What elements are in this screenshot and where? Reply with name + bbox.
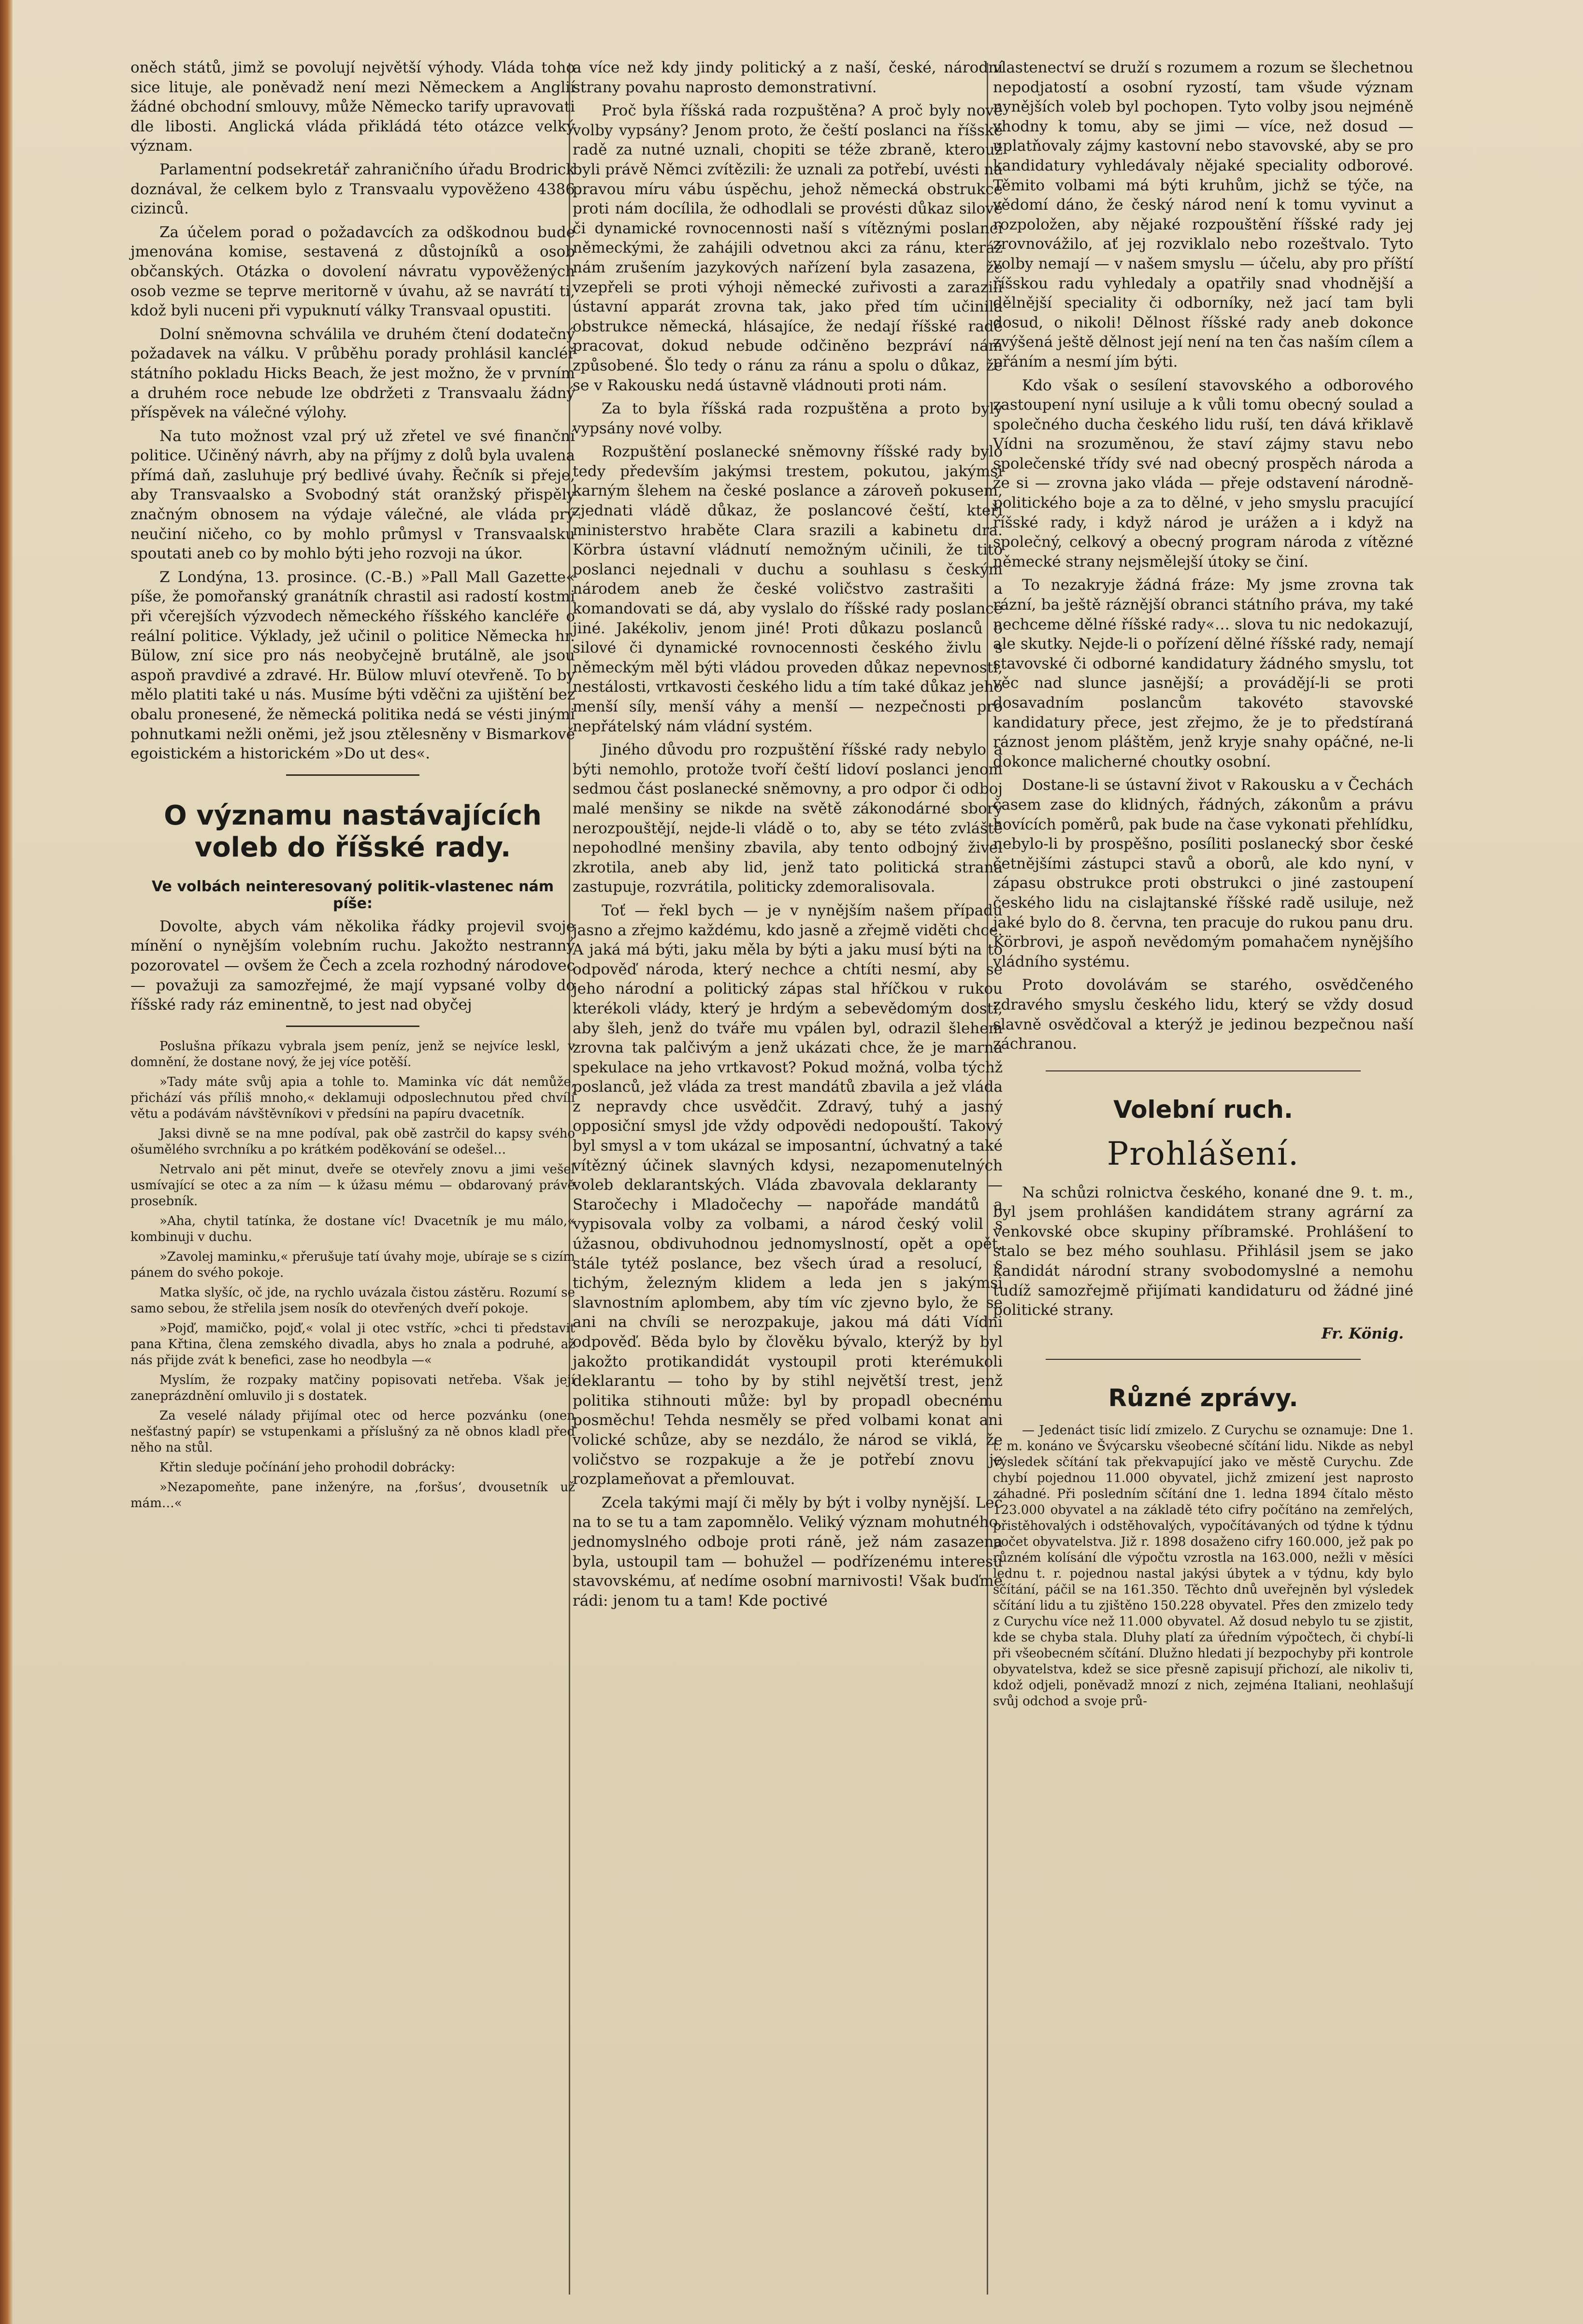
article-paragraph: oněch států, jimž se povolují největší výhody. Vláda toho sice lituje, ale poněvadž není mezi Německem a Anglií žádné obchodní smlouvy, může Německo tarify upravovati dle libosti. Anglická vláda přikládá této otázce velký význam. (130, 59, 575, 155)
story-paragraph: Netrvalo ani pět minut, dveře se otevřely znovu a jimi vešel usmívající se otec a za ním — k úžasu mému — obdarovaný právě prosebník. (130, 1162, 575, 1209)
article-paragraph: Kdo však o sesílení stavovského a odborového zastoupení nyní usiluje a k vůli tomu obecný soulad a společného ducha českého lidu ruší, ten dává křiklavě Vídni na srozuměnou, že staví zájmy stavu nebo společenské třídy své nad obecný prospěch národa a že si — zrovna jako vláda — přeje odstavení národně-politického boje a za to dělné, v jeho smyslu pracující říšské rady, i když národ je urážen a i když na společný, celkový a obecný program národa z vítězné německé strany nejsmělejší útoky se činí. (993, 376, 1413, 570)
proclamation-title: Prohlášení. (1107, 1135, 1300, 1172)
story-paragraph: Poslušna příkazu vybrala jsem peníz, jenž se nejvíce leskl, v domnění, že dostane nový, že jej více potěší. (130, 1039, 575, 1069)
story-paragraph: Za veselé nálady přijímal otec od herce pozvánku (onen nešťastný papír) se vstupenkami a příslušný za ně obnos kladl před něho na stůl. (130, 1408, 575, 1455)
section-heading-elections: Volební ruch. (1113, 1095, 1293, 1124)
article-paragraph: To nezakryje žádná fráze: My jsme zrovna tak rázní, ba ještě ráznější obranci státního práva, my také nechceme dělné říšské rady«… slova tu nic nedokazují, ale skutky. Nejde-li o pořízení dělné říšské rady, nemají stavovské či odborné kandidatury žádného smyslu, tot věc nad slunce jasnější; a provádějí-li se proti dosavadním poslancům takovéto stavovské kandidatury přece, jest zřejmo, že je to předstíraná ráznost jenom pláštěm, jenž kryje snahy opáčné, ne-li dokonce malicherné choutky osobní. (993, 576, 1413, 770)
story-paragraph: »Aha, chytil tatínka, že dostane víc! Dvacetník je mu málo,« kombinuji v duchu. (130, 1213, 575, 1244)
article-paragraph: Dolní sněmovna schválila ve druhém čtení dodatečný požadavek na válku. V průběhu porady prohlásil kancléř státního pokladu Hicks Beach, že jest možno, že v prvním a druhém roce nebude lze obdržeti z Transvaalu žádný příspěvek na válečné výlohy. (130, 325, 575, 422)
story-paragraph: »Zavolej maminku,« přerušuje tatí úvahy moje, ubíraje se s cizím pánem do svého pokoje. (130, 1249, 575, 1280)
separator (1046, 1359, 1361, 1360)
article-paragraph: Proč byla říšská rada rozpuštěna? A proč byly nové volby vypsány? Jenom proto, že čeští poslanci na říšské radě za nutné uznali, chopiti se téže zbraně, kterouž byli právě Němci zvítězili: že uznali za potřebí, uvésti na pravou míru vábu úspěchu, jehož německá obstrukce proti nám docílila, že odhodlali se provésti důkaz silové či dynamické rovnocennosti naší s vítěznými poslanci německými, že zahájili odvetnou akci za ránu, kteráž nám zrušením jazykových nařízení byla zasazena, že vzepřeli se proti výhoji německé zuřivosti a zarazili ústavní apparát zrovna tak, jako před tím učinila obstrukce německá, hlásajíce, že nedají říšské radě pracovat, dokud nebude odčiněno bezpráví nám způsobené. Šlo tedy o ránu za ránu a spolu o důkaz, že se v Rakousku nedá ústavně vládnouti proti nám. (573, 102, 1003, 394)
story-paragraph: Myslím, že rozpaky matčiny popisovati netřeba. Však její zaneprázdnění omluvilo ji s dostatek. (130, 1372, 575, 1403)
article-paragraph: Parlamentní podsekretář zahraničního úřadu Brodrick doznával, že celkem bylo z Transvaalu vypověženo 4386 cizinců. (130, 160, 575, 218)
proclamation-text: Na schůzi rolnictva českého, konané dne 9. t. m., byl jsem prohlášen kandidátem strany agrární za venkovské obce skupiny příbramské. Prohlášení to stalo se bez mého souhlasu. Přihlásil jsem se jako kandidát národní strany svobodomyslné a nemohu tudíž samozřejmě přijímati kandidaturu od žádné jiné politické strany. (993, 1183, 1413, 1319)
story-paragraph: Křtin sleduje počínání jeho prohodil dobrácky: (159, 1460, 455, 1475)
article-paragraph: a více než kdy jindy politický a z naší, české, národní strany povahu naprosto demonstrativní. (573, 59, 1003, 96)
column-3 (993, 58, 1413, 1713)
section-heading-news: Různé zprávy. (1108, 1383, 1298, 1412)
column-1 (130, 58, 575, 1515)
separator (286, 774, 419, 776)
story-paragraph: Matka slyšíc, oč jde, na rychlo uvázala čistou zástěru. Rozumí se samo sebou, že střelila jsem nosík do otevřených dveří pokoje. (130, 1285, 575, 1316)
feuilleton (130, 1039, 575, 1511)
story-paragraph: »Pojď, mamičko, pojď,« volal ji otec vstříc, »chci ti představit pana Křtina, člena zemského divadla, abys ho znala a podruhé, až nás přijde zvát k benefici, zase ho neodbyla —« (130, 1321, 575, 1368)
article-paragraph: vlastenectví se druží s rozumem a rozum se šlechetnou nepodjatostí a osobní ryzostí, tam všude význam nynějších voleb byl pochopen. Tyto volby jsou nejméně vhodny k tomu, aby se jimi — více, než dosud — uplatňovaly zájmy kastovní nebo stavovské, aby se pro kandidatury vyhledávaly nějaké speciality odborové. Těmito volbami má býti kruhům, jichž se týče, na vědomí dáno, že český národ není k tomu vyvinut a rozpoložen, aby nějaké rozpouštění říšské rady jej zrovnovážilo, ať jej rozviklalo nebo rozeštvalo. Tyto volby nemají — v našem smyslu — účelu, aby pro příští říšskou radu vyhledaly a opatřily snad vhodnější a dělnější speciality či odborníky, než jací tam byli dosud, o nikoli! Dělnost říšské rady aneb dokonce zvýšená ještě dělnost její není na ten čas naším cílem a přáním a nesmí jím býti. (993, 59, 1413, 371)
article-paragraph: Jiného důvodu pro rozpuštění říšské rady nebylo a býti nemohlo, protože tvoří čeští lidoví poslanci jenom sedmou část poslanecké sněmovny, a pro odpor či odboj malé menšiny se nikde na světě zákonodárné sbory nerozpouštějí, nejde-li vládě o to, aby se této zvláště nepohodlné menšiny zbavila, aby tento odbojný živel zkrotila, aneb aby lid, jenž tato politická strana zastupuje, rozvrátila, politicky zdemoralisovala. (573, 741, 1003, 896)
news-item-london: Z Londýna, 13. prosince. (C.-B.) »Pall Mall Gazette« píše, že pomořanský granátník chrastil asi radostí kostmi při včerejších výzvodech německého říšského kancléře o reální politice. Výklady, jež učinil o politice Německa hr. Bülow, zní sice pro nás neobyčejně brutálně, ale jsou aspoň pravdivé a zdravé. Hr. Bülow mluví otevřeně. To by mělo platiti také u nás. Musíme býti vděčni za ujištění bez obalu pronesené, že německá politika nedá se vésti jinými pohnutkami nežli oněmi, jež jsou ztělesněny v Bismarkově egoistickém a historickém »Do ut des«. (130, 568, 575, 763)
article-paragraph: Rozpuštění poslanecké sněmovny říšské rady bylo tedy především jakýmsi trestem, pokutou, jakýmsi karným šlehem na české poslance a zároveň pokusem, zjednati vládě důkaz, že poslancové čeští, kteří ministerstvo hraběte Clara srazili a kabinetu dra. Körbra ústavní vládnutí nemožným učinili, že tito poslanci nejednali v duchu a souhlasu s českým národem aneb že české voličstvo zastrašiti a komandovati se dá, aby vyslalo do říšské rady poslance jiné. Jakékoliv, jenom jiné! Proti důkazu poslanců o silové či dynamické rovnocennosti českého živlu s německým měl býti vládou proveden důkaz nepevnosti, nestálosti, vrtkavosti českého lidu a tím také důkaz jeho menší síly, menší váhy a menší — nezpečnosti pro nepřátelský nám vládní systém. (573, 443, 1003, 735)
article-paragraph: Proto dovolávám se starého, osvědčeného zdravého smyslu českého lidu, který se vždy dosud slavně osvědčoval a kterýž je jedinou bezpečnou naší záchranou. (993, 976, 1413, 1053)
article-headline: O významu nastávajících voleb do říšské rady. (164, 799, 542, 863)
separator (286, 1026, 419, 1027)
article-lead: Ve volbách neinteresovaný politik-vlastenec nám píše: (151, 878, 554, 912)
page-edge (0, 0, 13, 2324)
article-paragraph: Dostane-li se ústavní život v Rakousku a v Čechách časem zase do klidných, řádných, zákonům a právu hovících poměrů, pak bude na čase vykonati přehlídku, nebylo-li by prospěšno, posíliti poslanecký sbor české četnějšími zástupci stavů a oborů, ale kdo nyní, v zápasu obstrukce proti obstrukci o jiné zastoupení českého lidu na cislajtanské říšské radě usiluje, než jaké bylo do 8. června, ten pracuje do rukou panu dru. Körbrovi, je aspoň nevědomým pomahačem nynějšího vládního systému. (993, 776, 1413, 970)
news-item-zurich: — Jedenáct tisíc lidí zmizelo. Z Curychu se oznamuje: Dne 1. t. m. konáno ve Švýcarsku všeobecné sčítání lidu. Nikde as nebyl výsledek sčítání tak překvapující jako ve městě Curychu. Zde chybí pojednou 11.000 obyvatel, jichž zmizení jest naprosto záhadné. Při posledním sčítání dne 1. ledna 1894 čítalo město 123.000 obyvatel a na základě této cifry počítáno na zemřelých, přistěhovalých i odstěhovalých, vypočítávaných od týdne k týdnu počet obyvatelstva. Již r. 1898 dosaženo cifry 160.000, jež pak po různém kolísání dle výpočtu vzrostla na 163.000, nežli v měsíci lednu t. r. pojednou nastal jakýsi úbytek a v týdnu, kdy bylo sčítání, páčil se na 161.350. Těchto dnů uveřejněn byl výsledek sčítání lidu a tu zjištěno 150.228 obyvatel. Přes den zmizelo tedy z Curychu více než 11.000 obyvatel. Až dosud nebylo tu se zjistit, kde se chyba stala. Dluhy platí za úředním výpočtech, či chybí-li při všeobecném sčítání. Dlužno hledati jí bezpochyby při kontrole obyvatelstva, kdež se sice přesně zapisují přichozí, ale nikoliv ti, kdož odjeli, poněvadž mnozí z nich, zejména Italiani, neohlašují svůj odchod a svoje prů- (993, 1423, 1413, 1709)
article-paragraph: Zcela takými mají či měly by být i volby nynější. Leč na to se tu a tam zapomnělo. Veliký význam mohutného, jednomyslného odboje proti ráně, jež nám zasazena byla, ustoupil tam — bohužel — podřízenému interesu stavovskému, ať nedíme osobní marnivosti! Však buďme rádi: jenom tu a tam! Kde poctivé (573, 1494, 1003, 1610)
column-2 (573, 58, 1003, 1614)
story-paragraph: Jaksi divně se na mne podíval, pak obě zastrčil do kapsy svého ošumělého svrchníku a po krátkém poděkování se odešel… (130, 1126, 575, 1157)
story-paragraph: »Tady máte svůj apia a tohle to. Maminka víc dát nemůže, přichází vás příliš mnoho,« deklamuji odposlechnutou před chvílí větu a podávám návštěvníkovi v předsíni na papíru dvacetník. (130, 1074, 575, 1121)
separator (1046, 1070, 1361, 1071)
proclamation-signature: Fr. König. (1321, 1325, 1404, 1342)
article-paragraph: Na tuto možnost vzal prý už zřetel ve své finanční politice. Učiněný návrh, aby na příjmy z dolů byla uvalena přímá daň, zasluhuje prý bedlivé úvahy. Řečník si přeje, aby Transvaalsko a Svobodný stát oranžský přispěly značným obnosem na výdaje válečné, ale vláda prý neučiní ničeho, co by mohlo průmysl v Transvaalsku spoutati aneb co by mohlo býti jeho rozvoji na úkor. (130, 427, 575, 563)
article-paragraph: Za účelem porad o požadavcích za odškodnou bude jmenována komise, sestavená z důstojníků a osob občanských. Otázka o dovolení návratu vypověžených osob vezme se teprve meritorně v úvahu, až se navrátí ti, kdož byli nuceni při vypuknutí války Transvaal opustiti. (130, 223, 575, 320)
article-paragraph: Dovolte, abych vám několika řádky projevil svoje mínění o nynějším volebním ruchu. Jakožto nestranný pozorovatel — ovšem že Čech a zcela rozhodný národovec — považuji za samozřejmé, že mají vypsané volby do říšské rady ráz eminentně, to jest nad obyčej (130, 917, 575, 1014)
article-paragraph: Toť — řekl bych — je v nynějším našem případu jasno a zřejmo každému, kdo jasně a zřejmě viděti chce. A jaká má býti, jaku měla by býti a jaku musí býti na to odpověď národa, který nechce a chtíti nesmí, aby se jeho národní a politický zápas stal hříčkou v rukou kterékoli vlády, který je hrdým a sebevědomým dosti, aby šleh, jenž do tváře mu vpálen byl, odrazil šlehem zrovna tak palčivým a jenž ukázati chce, že je marna spekulace na jeho vrtkavost? Pokud možná, volba týchž poslanců, jež vláda za trest mandátů zbavila a jež vláda z nepravdy chce usvědčit. Zdravý, tuhý a jasný opposiční smysl jde vždy odpovědi nedopouští. Takový byl smysl a v tom ukázal se imposantní, úchvatný a také vítězný účinek slavných kdysi, nezapomenutelných voleb deklarantských. Vláda zbavovala deklaranty — Staročechy i Mladočechy — napořáde mandátů a vypisovala volby za volbami, a národ český volil s úžasnou, obdivuhodnou jednomyslností, opět a opět, stále tytéž poslance, bez všech úrad a resolucí, s tichým, železným klidem a leda jen s jakýmsi slavnostním aplombem, aby tím víc zjevno bylo, že se ani na chvíli se nerozpakuje, jakou má dáti Vídni odpověď. Běda bylo by člověku bývalo, kterýž by byl jakožto protikandidát vystoupil proti kterémukoli deklarantu — toho by by stihl největší trest, jenž politika stihnouti může: byl by propadl obecnému posměchu! Tehda nesměly se před volbami konat ani volické schůze, aby se nezdálo, že národ se viklá, že voličstvo se rozpakuje a že je potřebí znovu je rozplameňovat a přemlouvat. (573, 901, 1003, 1488)
article-paragraph: Za to byla říšská rada rozpuštěna a proto byly vypsány nové volby. (573, 400, 1003, 437)
story-paragraph: »Nezapomeňte, pane inženýre, na ‚foršus‘, dvousetník už mám…« (130, 1480, 575, 1511)
news-block (993, 1423, 1413, 1710)
